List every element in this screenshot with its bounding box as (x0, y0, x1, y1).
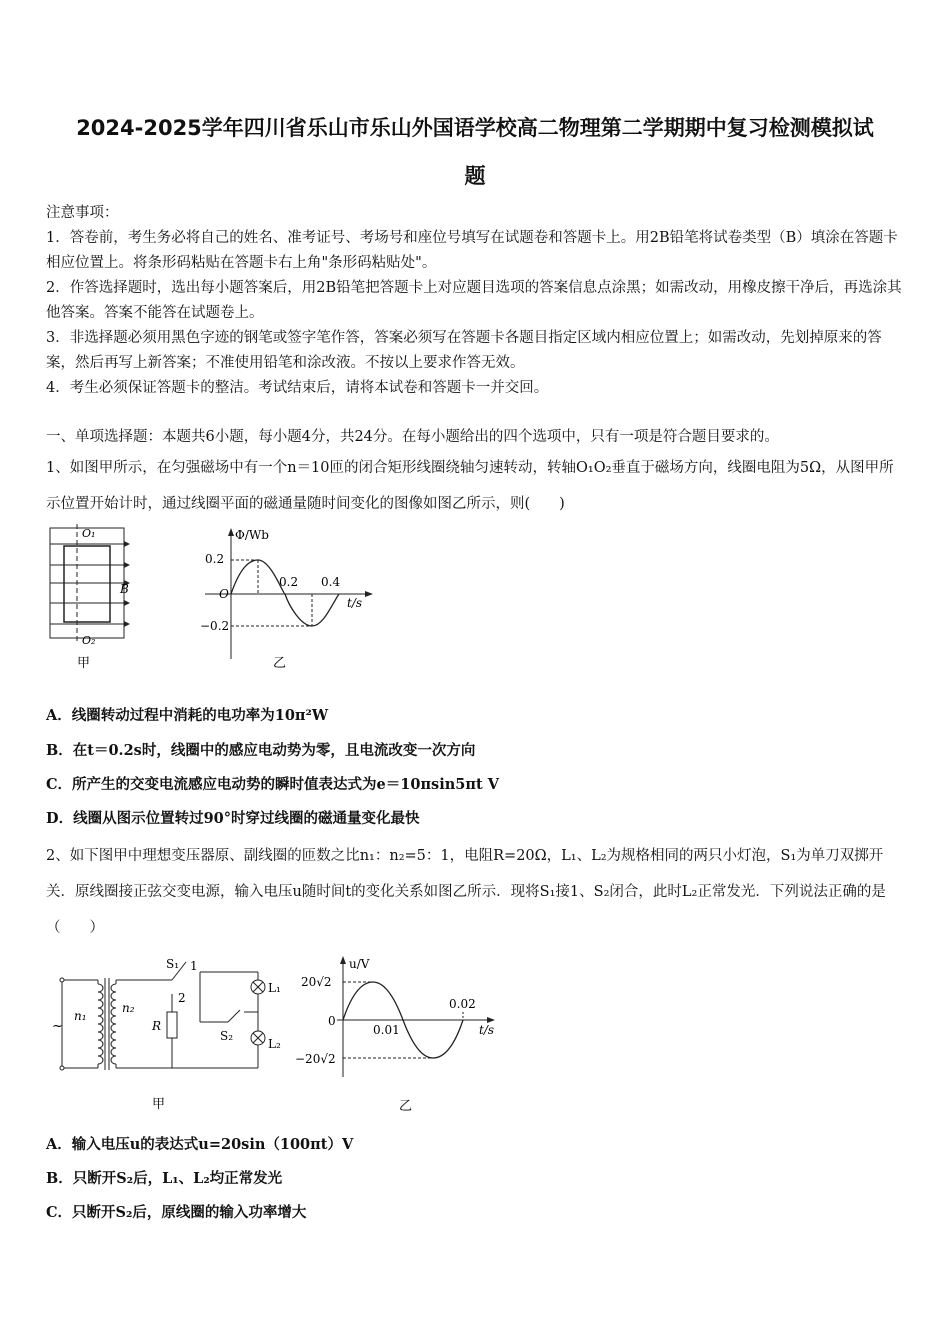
resistor-r (167, 1012, 177, 1038)
primary-coil (98, 984, 103, 1064)
flux-x-tick1: 0.2 (279, 575, 299, 589)
label-l2: L₂ (268, 1037, 281, 1051)
q1-stem: 1、如图甲所示，在匀强磁场中有一个n＝10匝的闭合矩形线圈绕轴匀速转动，转轴O₁O₂垂直于磁场方向，线圈电阻为5Ω，从图甲所示位置开始计时，通过线圈平面的磁通量随时间变化的图像如图乙所示，则( ) (46, 460, 894, 512)
voltage-axis-label: u/V (349, 957, 370, 971)
notice-item-3: 3．非选择题必须用黑色字迹的钢笔或签字笔作答，答案必须写在答题卡各题目指定区域内相应位置上；如需改动，先划掉原来的答案，然后再写上新答案；不准使用铅笔和涂改液。不按以上要求作答无效。 (46, 330, 882, 371)
q2-option-b: B．只断开S₂后，L₁、L₂均正常发光 (46, 1170, 283, 1187)
switch-s2 (228, 1010, 240, 1022)
q1-option-a: A．线圈转动过程中消耗的电功率为10π²W (46, 707, 329, 724)
flux-curve (231, 560, 339, 626)
q2-stem: 2、如下图甲中理想变压器原、副线圈的匝数之比n₁：n₂=5：1，电阻R=20Ω，L₁、L₂为规格相同的两只小灯泡，S₁为单刀双掷开关．原线圈接正弦交变电源，输入电压u随时间t的变化关系如图乙所示．现将S₁接1、S₂闭合，此时L₂正常发光．下列说法正确的是（ ） (46, 848, 886, 936)
notice-item-2: 2．作答选择题时，选出每小题答案后，用2B铅笔把答题卡上对应题目选项的答案信息点涂黑；如需改动，用橡皮擦干净后，再选涂其他答案。答案不能答在试题卷上。 (46, 280, 902, 321)
label-l1: L₁ (268, 981, 281, 995)
fig-label-jia-2: 甲 (152, 1097, 166, 1112)
q1-option-c: C．所产生的交变电流感应电动势的瞬时值表达式为e＝10πsin5πt V (46, 776, 499, 793)
exam-title-line1: 2024-2025学年四川省乐山市乐山外国语学校高二物理第二学期期中复习检测模拟试 (76, 116, 874, 140)
label-n2: n₂ (122, 1001, 135, 1015)
exam-title-line2: 题 (464, 164, 486, 188)
label-s1: S₁ (166, 957, 180, 971)
notice-heading: 注意事项： (46, 205, 119, 221)
voltage-time-label: t/s (479, 1023, 495, 1037)
voltage-y-neg: −20√2 (295, 1052, 336, 1066)
q2-option-c: C．只断开S₂后，原线圈的输入功率增大 (46, 1204, 307, 1221)
flux-y-pos: 0.2 (205, 552, 225, 566)
label-r: R (152, 1019, 162, 1033)
q1-option-d: D．线圈从图示位置转过90°时穿过线圈的磁通量变化最快 (46, 810, 420, 827)
label-b: B (120, 582, 129, 596)
flux-axis-label: Φ/Wb (235, 528, 269, 542)
q2-figure-circuit (48, 950, 298, 1115)
label-s2: S₂ (220, 1029, 234, 1043)
label-pos1: 1 (190, 959, 198, 973)
q1-figure-coil (44, 520, 154, 675)
fig-label-yi: 乙 (273, 656, 287, 671)
q2-option-a: A．输入电压u的表达式u=20sin（100πt）V (46, 1136, 354, 1153)
voltage-y-pos: 20√2 (301, 975, 332, 989)
flux-time-label: t/s (347, 596, 363, 610)
label-pos2: 2 (178, 991, 186, 1005)
section1-heading: 一、单项选择题：本题共6小题，每小题4分，共24分。在每小题给出的四个选项中，只有一项是符合题目要求的。 (46, 429, 779, 445)
voltage-origin: 0 (328, 1014, 336, 1028)
voltage-x-tick2: 0.02 (449, 997, 476, 1011)
notice-item-4: 4．考生必须保证答题卡的整洁。考试结束后，请将本试卷和答题卡一并交回。 (46, 380, 549, 396)
label-n1: n₁ (74, 1009, 87, 1023)
q1-figure-flux-graph (195, 524, 380, 674)
q2-figure-voltage-graph (295, 952, 505, 1117)
fig-label-yi-2: 乙 (399, 1099, 413, 1114)
flux-x-tick2: 0.4 (321, 575, 341, 589)
flux-origin: O (219, 587, 229, 601)
secondary-coil (111, 984, 116, 1064)
fig-label-jia: 甲 (77, 656, 91, 671)
ac-source-icon: ~ (52, 1019, 63, 1034)
label-o2: O₂ (82, 634, 96, 647)
label-o1: O₁ (82, 527, 96, 540)
q1-option-b: B．在t＝0.2s时，线圈中的感应电动势为零，且电流改变一次方向 (46, 742, 476, 759)
voltage-x-tick1: 0.01 (373, 1023, 400, 1037)
flux-y-neg: −0.2 (200, 619, 230, 633)
notice-item-1: 1．答卷前，考生务必将自己的姓名、准考证号、考场号和座位号填写在试题卷和答题卡上。用2B铅笔将试卷类型（B）填涂在答题卡相应位置上。将条形码粘贴在答题卡右上角"条形码粘贴处"。 (46, 230, 898, 271)
coil-rectangle (64, 546, 110, 622)
